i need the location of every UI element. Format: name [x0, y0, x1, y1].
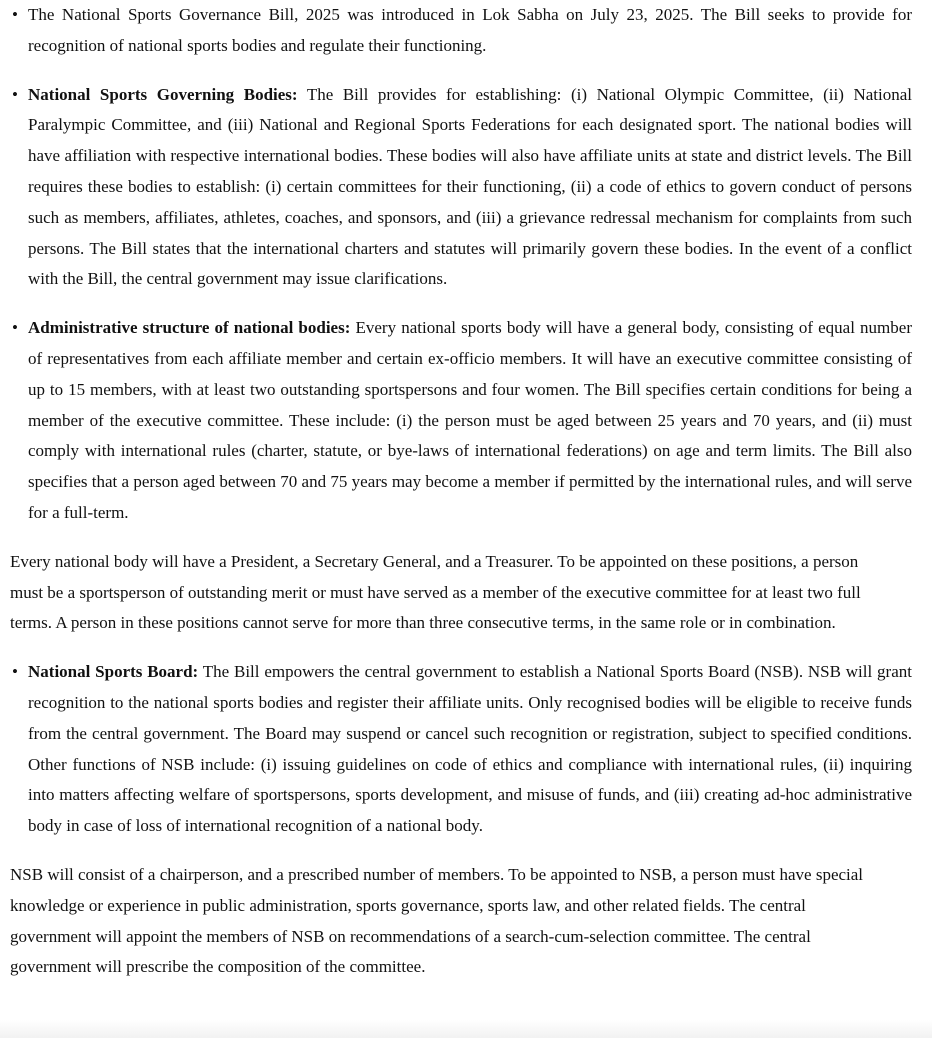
bullet-icon: • — [12, 318, 18, 338]
bullet-administrative-structure — [10, 313, 912, 529]
bullet-heading: Administrative structure of national bodies: — [28, 318, 351, 338]
bullet-bill-introduction — [10, 0, 912, 62]
bullet-icon: • — [12, 662, 18, 682]
bullet-national-sports-board — [10, 657, 912, 842]
bullet-icon: • — [12, 5, 18, 24]
bullet-text: The National Sports Governance Bill, 2025 was introduced in Lok Sabha on July 23, 2025. The Bill seeks to provide for recognition of national sports bodies and regulate their functioning. — [28, 5, 912, 55]
bullet-governing-bodies — [10, 80, 912, 296]
bullet-text: The Bill provides for establishing: (i) National Olympic Committee, (ii) National Paralympic Committee, and (iii) National and Regional Sports Federations for each designated sport. The national bodies will have affiliation with respective international bodies. These bodies will also have affiliate units at state and district levels. The Bill requires these bodies to establish: (i) certain committees for their functioning, (ii) a code of ethics to govern conduct of persons such as members, affiliates, athletes, coaches, and sponsors, and (iii) a grievance redressal mechanism for complaints from such persons. The Bill states that the international charters and statutes will primarily govern these bodies. In the event of a conflict with the Bill, the central government may issue clarifications. — [28, 84, 912, 289]
bullet-text: The Bill empowers the central government to establish a National Sports Board (NSB). NSB will grant recognition to the national sports bodies and register their affiliate units. Only recognised bodies will be eligible to receive funds from the central government. The Board may suspend or cancel such recognition or registration, subject to specified conditions. Other functions of NSB include: (i) issuing guidelines on code of ethics and compliance with international rules, (ii) inquiring into matters affecting welfare of sportspersons, sports development, and misuse of funds, and (iii) creating ad-hoc administrative body in case of loss of international recognition of a national body. — [28, 662, 912, 836]
paragraph-nsb-composition: NSB will consist of a chairperson, and a prescribed number of members. To be appointed to NSB, a person must have special knowledge or experience in public administration, sports governance, sports law, and other related fields. The central government will appoint the members of NSB on recommendations of a search-cum-selection committee. The central government will prescribe the composition of the committee. — [10, 864, 864, 977]
bottom-edge-shadow — [0, 1020, 932, 1038]
bullet-heading: National Sports Governing Bodies: — [28, 84, 298, 104]
paragraph-office-bearers: Every national body will have a President, a Secretary General, and a Treasurer. To be appointed on these positions, a person must be a sportsperson of outstanding merit or must have served as a member of the executive committee for at least two full terms. A person in these positions cannot serve for more than three consecutive terms, in the same role or in combination. — [10, 551, 861, 633]
bullet-icon: • — [12, 84, 18, 104]
bullet-text: Every national sports body will have a general body, consisting of equal number of representatives from each affiliate member and certain ex-officio members. It will have an executive committee consisting of up to 15 members, with at least two outstanding sportspersons and four women. The Bill specifies certain conditions for being a member of the executive committee. These include: (i) the person must be aged between 25 years and 70 years, and (ii) must comply with international rules (charter, statute, or bye-laws of international federations) on age and term limits. The Bill also specifies that a person aged between 70 and 75 years may become a member if permitted by the international rules, and will serve for a full-term. — [28, 318, 912, 522]
bullet-heading: National Sports Board: — [28, 662, 199, 682]
